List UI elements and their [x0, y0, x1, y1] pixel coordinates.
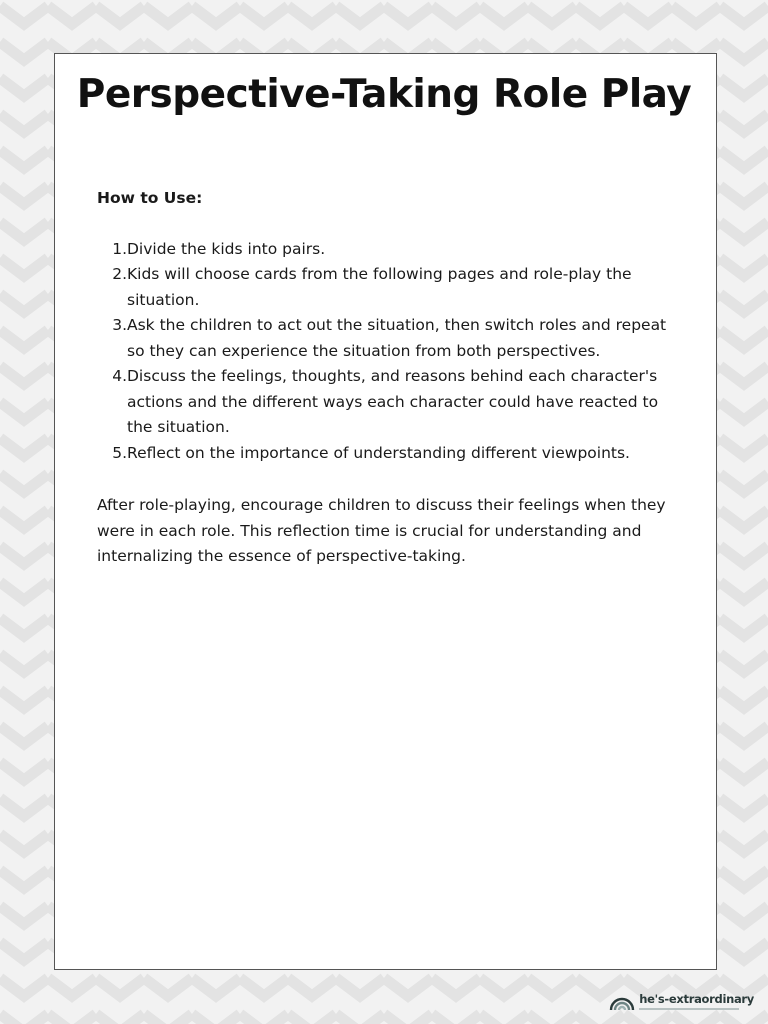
step-number: 2.	[112, 265, 127, 283]
brand-logo	[609, 990, 754, 1012]
step-text: Ask the children to act out the situation, then switch roles and repeat so they can experience the situation from both perspectives.	[127, 316, 667, 360]
list-item	[97, 441, 687, 467]
brand-name: he's-extraordinary	[639, 991, 754, 1006]
step-number: 1.	[112, 239, 127, 258]
list-item	[97, 262, 687, 313]
step-number: 4.	[112, 367, 127, 385]
instructions-section	[97, 186, 687, 570]
list-item	[97, 237, 687, 263]
steps-list	[97, 237, 687, 467]
step-text: Kids will choose cards from the following pages and role-play the situation.	[127, 265, 632, 309]
step-text: Discuss the feelings, thoughts, and reasons behind each character's actions and the different ways each character could have reacted to the situation.	[127, 367, 659, 436]
step-text: Divide the kids into pairs.	[127, 239, 326, 258]
list-item	[97, 364, 687, 441]
reflection-paragraph: After role-playing, encourage children to discuss their feelings when they were in each role. This reflection time is crucial for understanding and internalizing the essence of perspective-taking.	[97, 496, 666, 565]
list-item	[97, 313, 687, 364]
page-title: Perspective-Taking Role Play	[76, 72, 692, 117]
brand-tagline-line	[639, 1008, 739, 1010]
step-number: 5.	[112, 443, 127, 462]
step-text: Reflect on the importance of understanding different viewpoints.	[127, 443, 630, 462]
step-number: 3.	[112, 316, 127, 334]
how-to-use-heading: How to Use:	[97, 189, 203, 207]
rainbow-icon	[609, 990, 635, 1012]
